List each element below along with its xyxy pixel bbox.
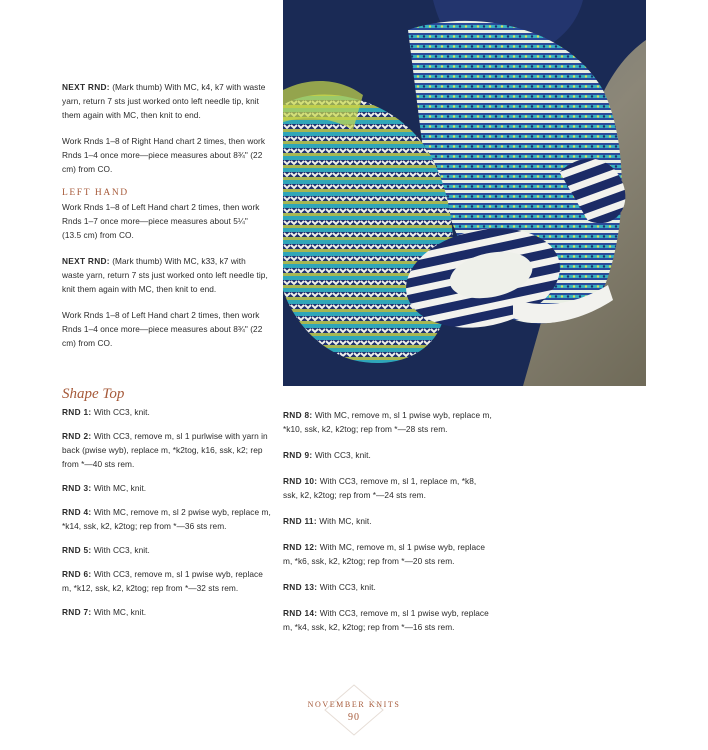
shape-top-rounds-right [283, 408, 493, 646]
shape-top-heading: Shape Top [62, 386, 125, 402]
round-2: RND 2: With CC3, remove m, sl 1 purlwise with yarn in back (pwise wyb), replace m, *k2tog, k16, ssk, k2; rep from *—40 sts rem. [62, 431, 268, 469]
round-14: RND 14: With CC3, remove m, sl 1 pwise wyb, replace m, *k4, ssk, k2, k2tog; rep from *—16 sts rem. [283, 608, 489, 632]
round-8: RND 8: With MC, remove m, sl 1 pwise wyb, replace m, *k10, ssk, k2, k2tog; rep from *—28 sts rem. [283, 410, 492, 434]
round-text: (Mark thumb) With MC, k4, k7 with waste yarn, return 7 sts just worked onto left needle tip, knit them again with MC, then knit to end. [62, 82, 266, 120]
instructions-column-top [62, 80, 268, 362]
shape-top-rounds-left [62, 405, 274, 629]
page-number: 90 [348, 712, 360, 723]
round-3: RND 3: With MC, knit. [62, 483, 147, 493]
diamond-ornament-icon [324, 684, 384, 736]
round-10: RND 10: With CC3, remove m, sl 1, replace m, *k8, ssk, k2, k2tog; rep from *—24 sts rem. [283, 476, 477, 500]
round-5: RND 5: With CC3, knit. [62, 545, 150, 555]
page-footer [304, 684, 404, 736]
next-round-thumb-left: NEXT RND: (Mark thumb) With MC, k33, k7 with waste yarn, return 7 sts just worked onto left needle tip, knit them again with MC, then knit to end. [62, 256, 268, 294]
book-title: NOVEMBER KNITS [307, 700, 401, 709]
round-4: RND 4: With MC, remove m, sl 2 pwise wyb, replace m, *k14, ssk, k2, k2tog; rep from *—36 sts rem. [62, 507, 271, 531]
round-6: RND 6: With CC3, remove m, sl 1 pwise wyb, replace m, *k12, ssk, k2, k2tog; rep from *—32 sts rem. [62, 569, 263, 593]
round-13: RND 13: With CC3, knit. [283, 582, 376, 592]
round-12: RND 12: With MC, remove m, sl 1 pwise wyb, replace m, *k6, ssk, k2, k2tog; rep from *—20 sts rem. [283, 542, 486, 566]
mittens-photo [283, 0, 646, 386]
round-1: RND 1: With CC3, knit. [62, 407, 150, 417]
left-hand-heading: LEFT HAND [62, 188, 129, 198]
right-hand-chart-paragraph: Work Rnds 1–8 of Right Hand chart 2 times, then work Rnds 1–4 once more—piece measures about 8¾" (22 cm) from CO. [62, 136, 266, 174]
next-round-thumb-right [62, 80, 268, 122]
round-7: RND 7: With MC, knit. [62, 607, 147, 617]
left-hand-chart-paragraph-2: Work Rnds 1–8 of Left Hand chart 2 times, then work Rnds 1–4 once more—piece measures about 8¾" (22 cm) from CO. [62, 310, 263, 348]
round-11: RND 11: With MC, knit. [283, 516, 372, 526]
left-hand-chart-paragraph: Work Rnds 1–8 of Left Hand chart 2 times, then work Rnds 1–7 once more—piece measures about 5¼" (13.5 cm) from CO. [62, 202, 260, 240]
round-label: NEXT RND: [62, 82, 110, 92]
round-9: RND 9: With CC3, knit. [283, 450, 371, 460]
